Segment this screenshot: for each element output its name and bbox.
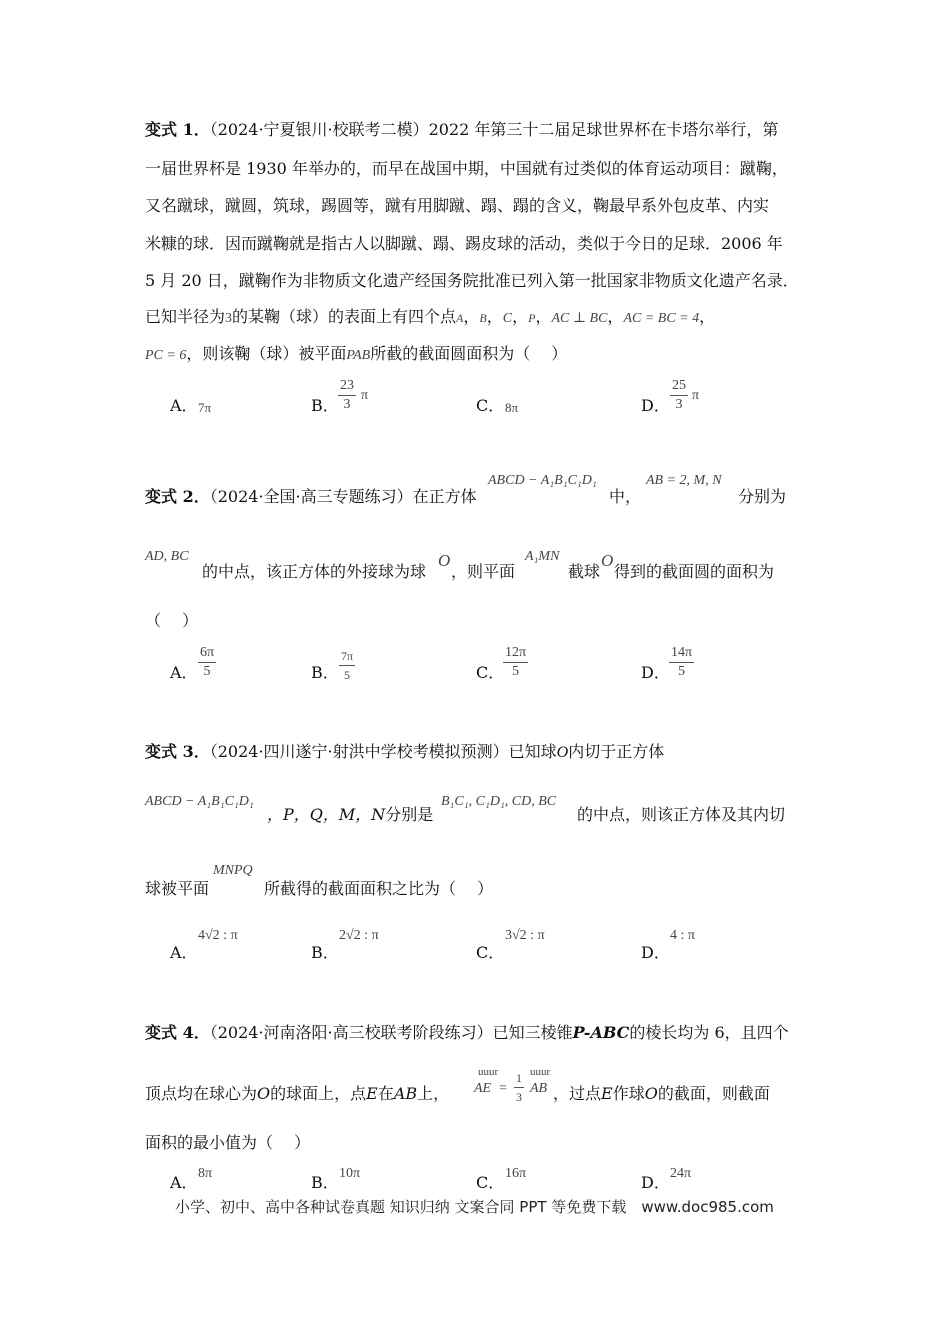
q1-option-d — [641, 393, 670, 416]
q4-point-e-2: E — [601, 1084, 613, 1103]
fraction-denominator: 5 — [203, 664, 211, 679]
q1-condition-perp: AC ⊥ BC — [551, 311, 608, 326]
q1-text-1: 2022 年第三十二届足球世界杯在卡塔尔举行，第 — [428, 120, 779, 139]
q1-point-p: P — [528, 311, 536, 325]
q2-source: （2024·全国·高三专题练习） — [209, 487, 413, 506]
fraction-denominator: 3 — [516, 1090, 522, 1104]
q4-vector-arrow-mark: uuur — [478, 1066, 499, 1078]
q1-option-a — [170, 393, 198, 416]
q3-text-2: 内切于正方体 — [568, 742, 665, 761]
q4-sphere-o: O — [257, 1084, 271, 1103]
q1-option-b-fraction — [338, 378, 356, 413]
option-letter: D． — [641, 396, 670, 415]
q4-text-2: 的棱长均为 6，且四个 — [629, 1023, 789, 1042]
q3-sphere-o: O — [556, 744, 569, 761]
q4-line-2 — [145, 1084, 449, 1104]
q3-plane: MNPQ — [213, 863, 253, 878]
fraction-denominator: 5 — [678, 664, 686, 679]
q1-label: 变式 1． — [145, 120, 210, 139]
q2-text-7: 得到的截面圆的面积为 — [614, 562, 775, 581]
q2-sphere-o: O — [438, 551, 451, 570]
fraction-bar — [670, 395, 688, 396]
q2-text-1: 在正方体 — [412, 487, 477, 506]
q4-vector-fraction — [514, 1070, 524, 1105]
q3-text-7: 所截得的截面面积之比为（ ） — [264, 879, 494, 898]
q1-source: （2024·宁夏银川·校联考二模） — [209, 120, 429, 139]
q2-option-d-fraction — [669, 645, 694, 680]
fraction-numerator: 7π — [341, 649, 354, 663]
q1-option-c — [476, 393, 504, 416]
q3-points — [267, 805, 433, 825]
q1-point-c: C — [502, 311, 513, 326]
q4-line-3: 面积的最小值为（ ） — [145, 1133, 311, 1152]
fraction-numerator: 6π — [200, 645, 215, 660]
q3-source: （2024·四川遂宁·射洪中学校考模拟预测） — [209, 742, 509, 761]
q2-option-d: D． — [641, 663, 670, 682]
q2-text-4: 的中点，该正方体的外接球为球 — [202, 562, 427, 581]
q3-label: 变式 3． — [145, 742, 210, 761]
q1-line-4: 米糠的球．因而蹴鞠就是指古人以脚蹴、蹋、踢皮球的活动，类似于今日的足球．2006 年 — [145, 234, 783, 253]
q4-vector-ab: AB — [530, 1081, 548, 1096]
q2-paren: （ ） — [145, 611, 199, 630]
option-letter: B． — [311, 396, 339, 415]
q4-sphere-o-2: O — [644, 1084, 658, 1103]
q4-vector-arrow-mark-2: uuur — [530, 1066, 551, 1078]
q3-option-b-value: 2√2 : π — [339, 928, 379, 943]
q1-line-2: 一届世界杯是 1930 年举办的，而早在战国中期，中国就有过类似的体育运动项目：蹴鞠， — [145, 159, 788, 178]
q1-option-b-suffix: π — [361, 388, 369, 403]
fraction-numerator: 1 — [516, 1071, 522, 1085]
q4-option-b: B． — [311, 1173, 339, 1192]
q4-option-a: A． — [170, 1173, 198, 1192]
q2-text-6: 截球 — [568, 562, 601, 581]
q2-text-5: ，则平面 — [451, 562, 516, 581]
q2-plane: A₁MN — [525, 549, 560, 564]
q4-option-d: D． — [641, 1173, 670, 1192]
q1-text-6a: 已知半径为 — [145, 307, 226, 326]
q3-option-a-value: 4√2 : π — [198, 928, 238, 943]
option-letter: C． — [476, 396, 505, 415]
fraction-bar — [338, 395, 356, 396]
q1-line-5: 5 月 20 日，蹴鞠作为非物质文化遗产经国务院批准已列入第一批国家非物质文化遗产名录． — [145, 271, 799, 290]
q1-option-b — [311, 393, 339, 416]
q1-option-a-value: 7π — [198, 400, 212, 415]
q4-option-a-value: 8π — [198, 1166, 213, 1181]
q1-condition-pc: PC = 6 — [145, 348, 187, 363]
q1-radius: 3 — [225, 311, 233, 326]
fraction-bar — [339, 665, 355, 666]
q4-label: 变式 4． — [145, 1023, 210, 1042]
q4-line-2b — [553, 1084, 770, 1104]
q3-option-c-value: 3√2 : π — [505, 928, 545, 943]
q3-option-b: B． — [311, 943, 339, 962]
q2-condition: AB = 2, M, N — [646, 473, 722, 488]
fraction-numerator: 14π — [671, 645, 693, 660]
q4-text-3: 顶点均在球心为 — [145, 1084, 258, 1103]
fraction-bar — [669, 662, 694, 663]
q4-option-b-value: 10π — [339, 1166, 361, 1181]
q1-line-3: 又名蹴球，蹴圆，筑球，踢圆等，蹴有用脚蹴、蹋、蹋的含义，鞠最早系外包皮革、内实 — [145, 196, 770, 215]
q4-text-1: 已知三棱锥 — [492, 1023, 573, 1042]
q1-text-7a: ，则该鞠（球）被平面 — [186, 344, 347, 363]
q2-option-a-fraction — [198, 645, 216, 680]
q4-text-9: 的截面，则截面 — [657, 1084, 770, 1103]
q4-text-8: 作球 — [612, 1084, 645, 1103]
q2-text-2: 中， — [609, 487, 642, 506]
q3-text-1: 已知球 — [508, 742, 557, 761]
q4-line-1 — [145, 1023, 789, 1043]
q1-option-d-suffix: π — [692, 388, 700, 403]
q4-text-5: 在 — [377, 1084, 394, 1103]
q3-option-c: C． — [476, 943, 505, 962]
fraction-denominator: 3 — [675, 397, 683, 412]
q3-text-4: 分别是 — [385, 805, 434, 824]
q4-vector-ae: AE — [474, 1081, 492, 1096]
option-letter: A． — [170, 396, 198, 415]
q1-text-6b: 的某鞠（球）的表面上有四个点 — [232, 307, 457, 326]
q3-points-list: ，P，Q，M，N — [267, 805, 386, 824]
footer-promo-text: 小学、初中、高中各种试卷真题 知识归纳 文案合同 PPT 等免费下载 www.doc985.com — [175, 1198, 774, 1216]
q3-midpoints: B₁C₁, C₁D₁, CD, BC — [441, 794, 557, 809]
q4-pyramid: P-ABC — [572, 1023, 630, 1042]
q3-option-a: A． — [170, 943, 198, 962]
q3-line-1 — [145, 742, 664, 763]
q3-text-5: 的中点，则该正方体及其内切 — [577, 805, 786, 824]
q4-option-c-value: 16π — [505, 1166, 527, 1181]
q2-option-b-fraction — [339, 648, 355, 683]
q2-option-a: A． — [170, 663, 198, 682]
q1-point-b: B — [479, 311, 487, 325]
fraction-numerator: 12π — [505, 645, 527, 660]
q2-option-b: B． — [311, 663, 339, 682]
q4-segment-ab: AB — [393, 1084, 418, 1103]
q1-line-1 — [145, 120, 778, 140]
q1-option-c-value: 8π — [505, 400, 519, 415]
q3-cube: ABCD − A₁B₁C₁D₁ — [145, 794, 254, 809]
q4-source: （2024·河南洛阳·高三校联考阶段练习） — [209, 1023, 493, 1042]
q4-point-e: E — [366, 1084, 378, 1103]
q2-sphere-o-2: O — [601, 551, 614, 570]
q2-text-3: 分别为 — [738, 487, 787, 506]
q4-text-4: 的球面上，点 — [270, 1084, 367, 1103]
q2-cube: ABCD − A₁B₁C₁D₁ — [488, 473, 597, 488]
q1-condition-equal: AC = BC = 4 — [623, 311, 700, 326]
q1-line-7 — [145, 344, 567, 366]
fraction-numerator: 25 — [672, 378, 686, 393]
q1-point-a: A — [456, 311, 464, 325]
q2-midpoints: AD, BC — [145, 549, 189, 564]
fraction-bar — [503, 662, 528, 663]
q1-plane: PAB — [346, 348, 371, 363]
q2-line-2 — [202, 562, 426, 582]
q4-text-6: 上， — [417, 1084, 450, 1103]
q2-label: 变式 2． — [145, 487, 210, 506]
q3-text-6: 球被平面 — [145, 879, 210, 898]
q1-option-d-fraction — [670, 378, 688, 413]
q3-option-d-value: 4 : π — [670, 928, 695, 943]
fraction-denominator: 5 — [512, 664, 520, 679]
q4-vector-equals: = — [499, 1081, 507, 1096]
fraction-denominator: 5 — [344, 668, 351, 682]
q4-option-c: C． — [476, 1173, 505, 1192]
q3-option-d: D． — [641, 943, 670, 962]
q1-text-7b: 所截的截面圆面积为（ ） — [370, 344, 568, 363]
fraction-numerator: 23 — [340, 378, 354, 393]
q4-option-d-value: 24π — [670, 1166, 692, 1181]
q2-option-c: C． — [476, 663, 505, 682]
fraction-bar — [198, 662, 216, 663]
q1-line-6: 已知半径为3的某鞠（球）的表面上有四个点A，B，C，P，AC ⊥ BC，AC = BC = 4， — [145, 307, 716, 326]
fraction-bar — [514, 1087, 524, 1088]
q2-line-1 — [145, 487, 477, 507]
fraction-denominator: 3 — [343, 397, 351, 412]
q4-text-7: ，过点 — [553, 1084, 602, 1103]
q2-option-c-fraction — [503, 645, 528, 680]
